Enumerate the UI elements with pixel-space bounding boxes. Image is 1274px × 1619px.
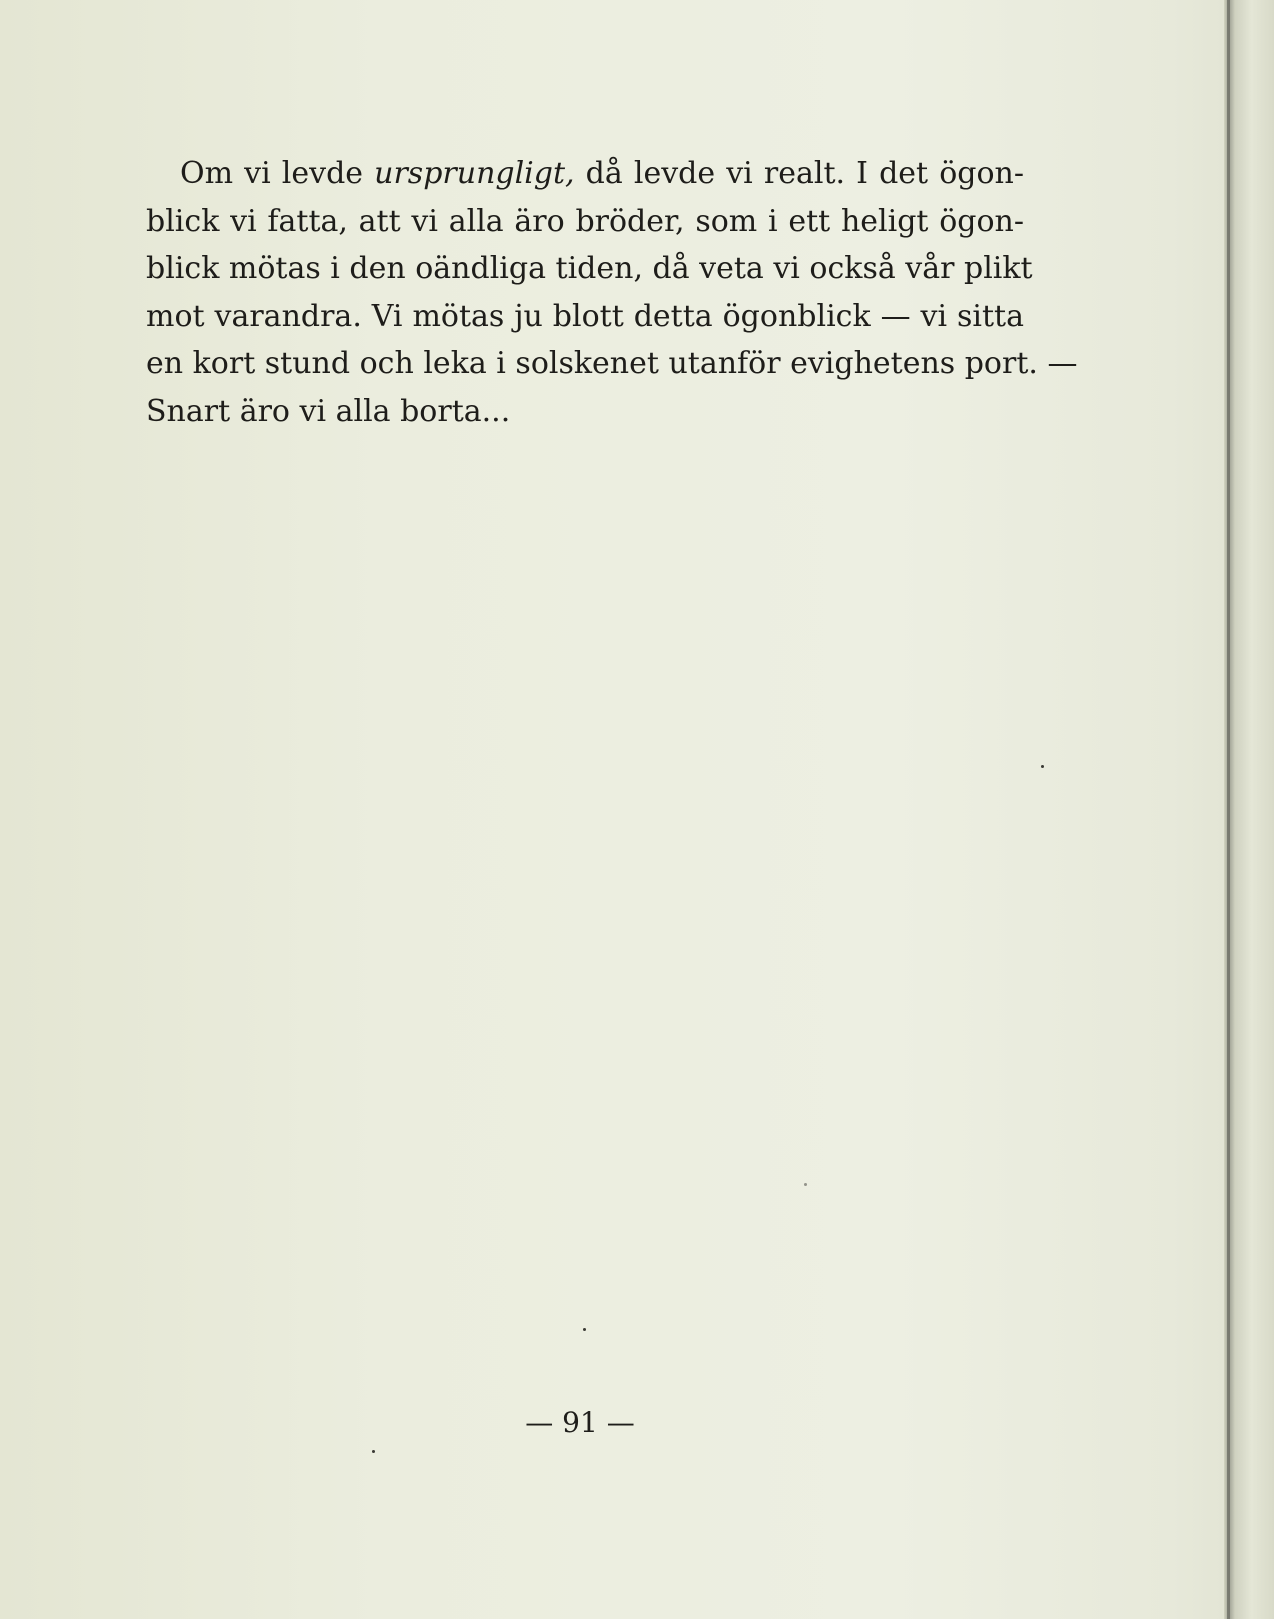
text-line: blick vi fatta, att vi alla äro bröder, som i ett heligt ögon- bbox=[146, 203, 1024, 239]
text-line bbox=[146, 150, 1024, 198]
text-run: då levde vi realt. I det ögon- bbox=[574, 156, 1024, 191]
paper-speck bbox=[804, 1183, 807, 1186]
text-line: mot varandra. Vi mötas ju blott detta ögonblick — vi sitta bbox=[146, 298, 1024, 334]
text-line: Snart äro vi alla borta... bbox=[146, 393, 511, 429]
text-line: blick mötas i den oändliga tiden, då veta vi också vår plikt bbox=[146, 251, 1033, 286]
page-number: — 91 — bbox=[525, 1406, 635, 1439]
italic-word: ursprungligt, bbox=[374, 156, 575, 191]
paper-speck bbox=[372, 1450, 375, 1453]
page-gutter bbox=[1224, 0, 1274, 1619]
binding-edge bbox=[1227, 0, 1230, 1619]
paper-speck bbox=[1041, 765, 1044, 768]
text-line: en kort stund och leka i solskenet utanför evighetens port. — bbox=[146, 346, 1078, 381]
paper-speck bbox=[583, 1328, 586, 1331]
text-run: Om vi levde bbox=[180, 156, 375, 191]
body-paragraph bbox=[146, 150, 1078, 435]
